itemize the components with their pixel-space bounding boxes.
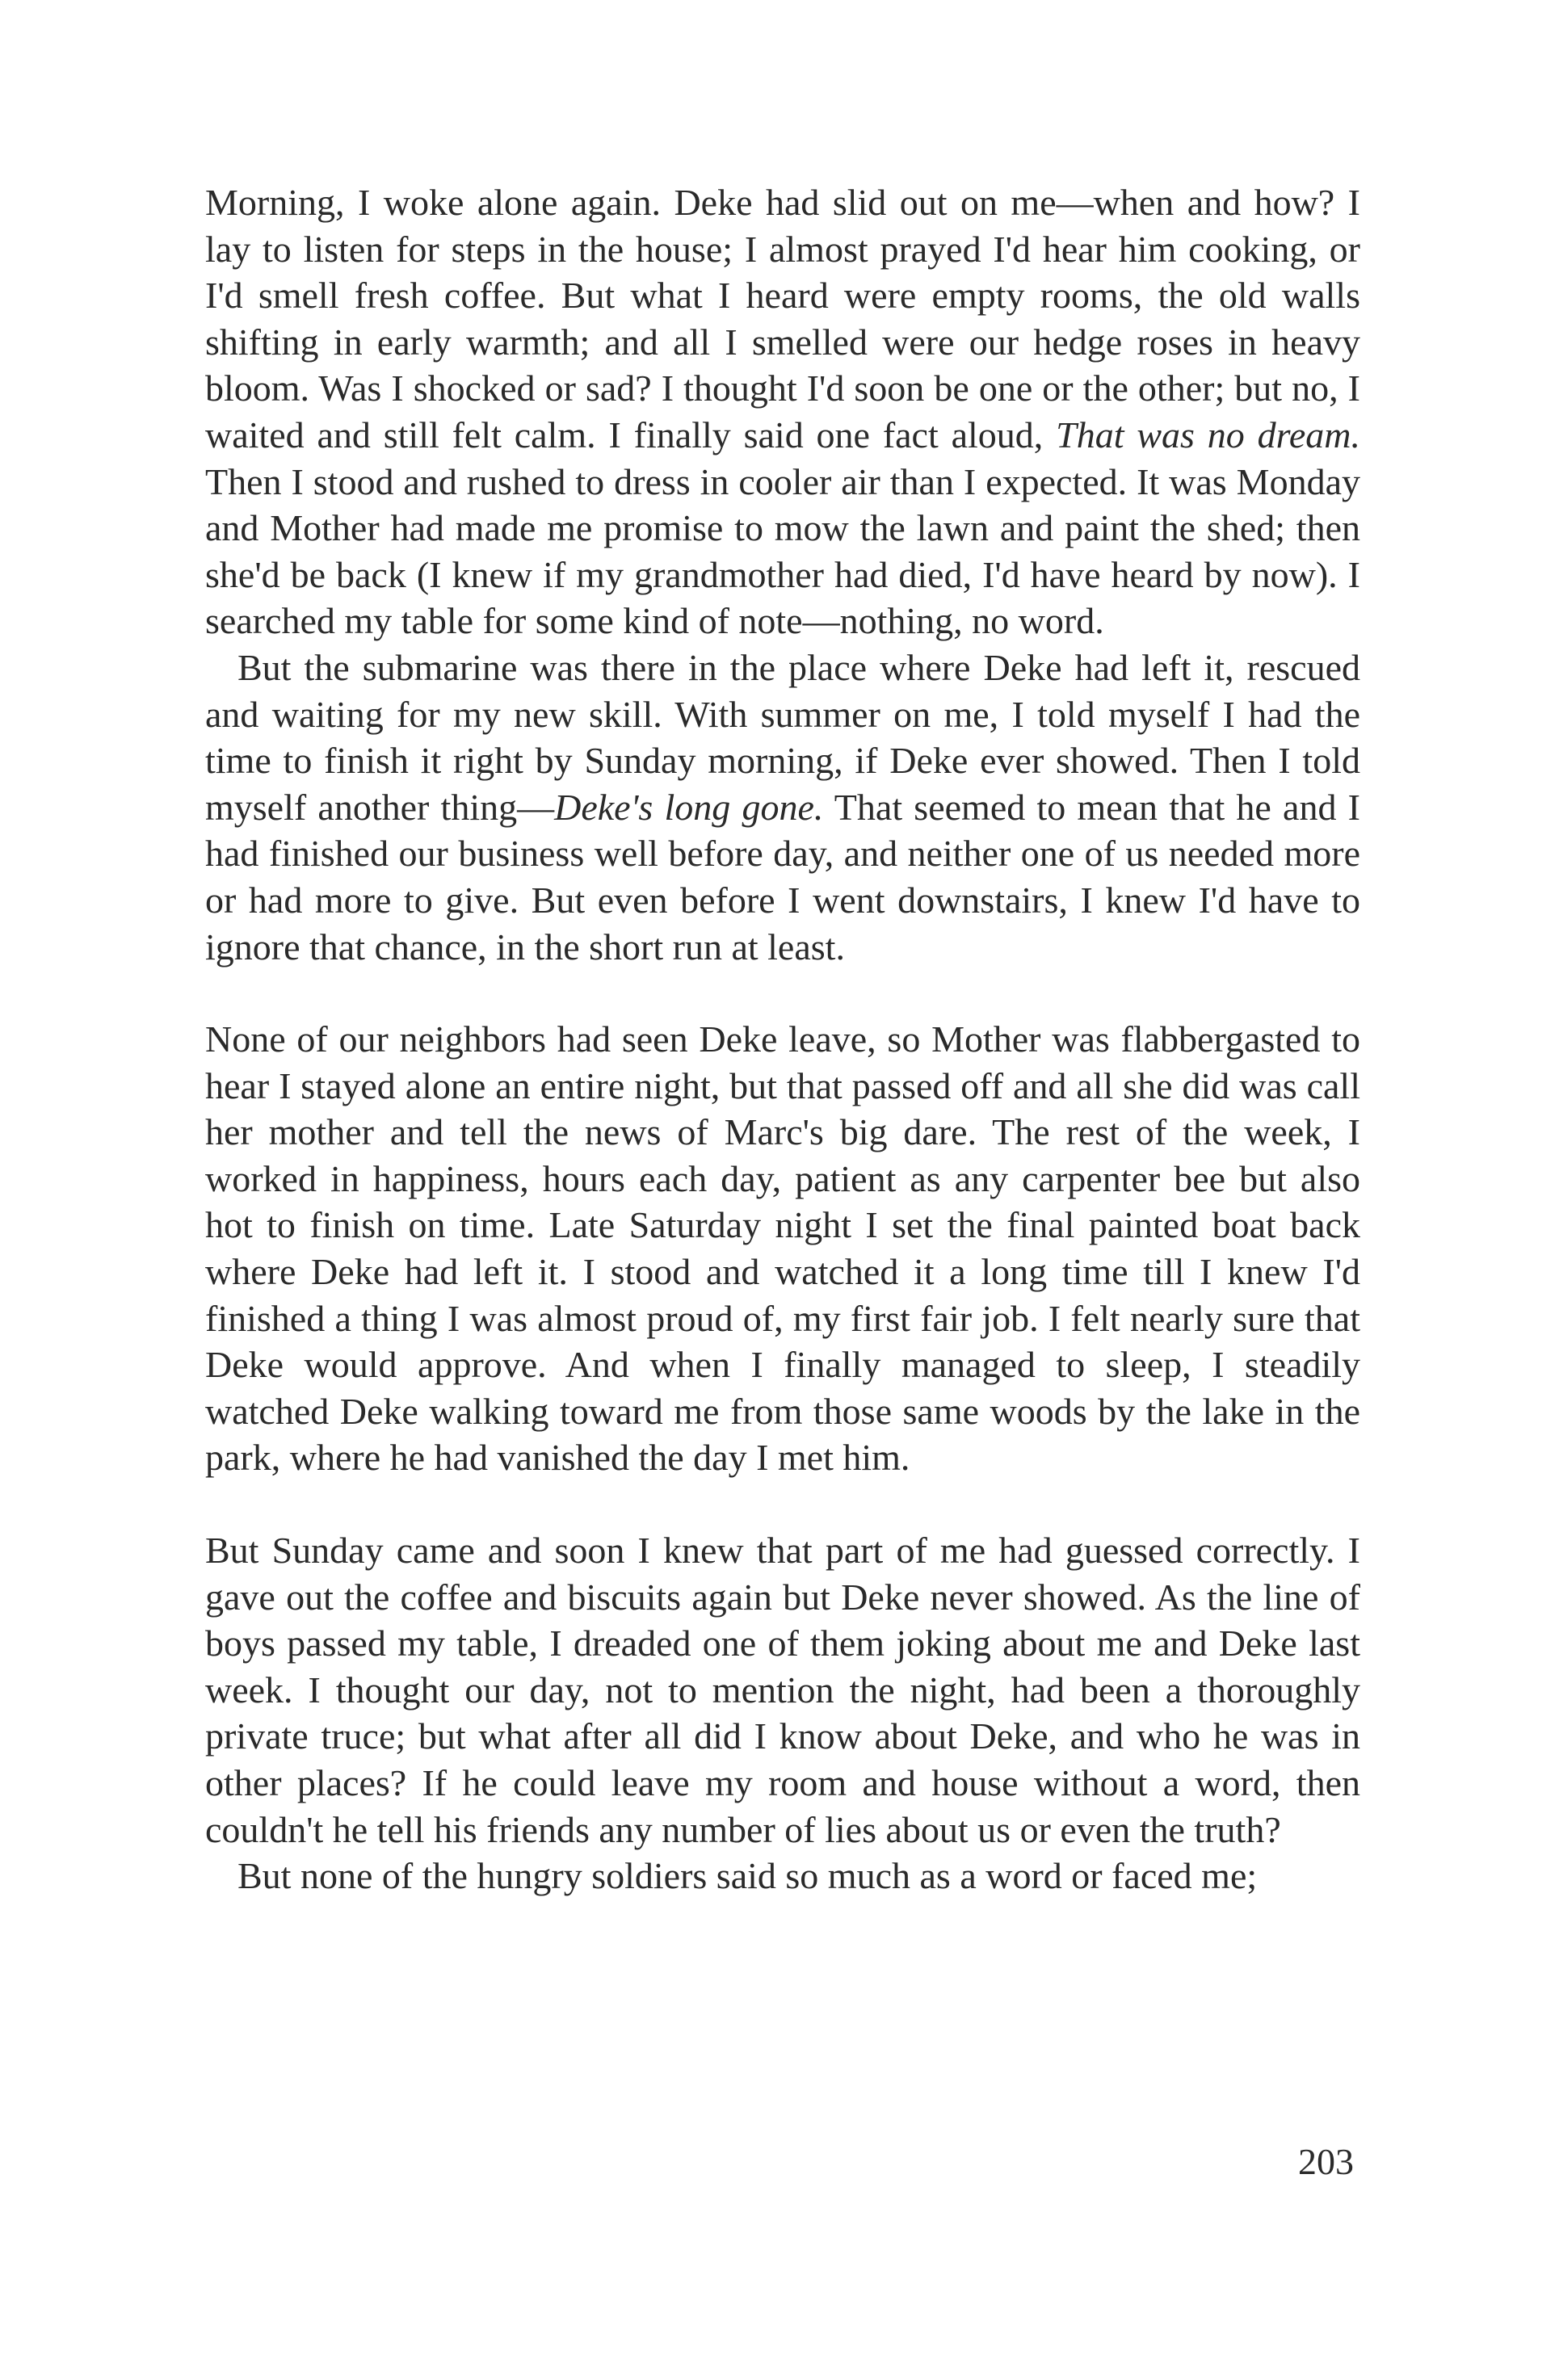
- italic-text: Deke's long gone.: [554, 786, 824, 828]
- body-text: [205, 179, 1360, 1899]
- paragraph-text: But the submarine was there in the place where Deke had left it, rescued and waiting for my new skill. With summer on me, I told myself I had the time to finish it right by Sunday morning, if Deke ever showed. Then I told myself another thing—: [205, 646, 1360, 828]
- paragraph: None of our neighbors had seen Deke leave, so Mother was flabbergasted to hear I stayed alone an entire night, but that passed off and all she did was call her mother and tell the news of Marc's big dare. The rest of the week, I worked in happiness, hours each day, patient as any carpenter bee but also hot to finish on time. Late Saturday night I set the final painted boat back where Deke had left it. I stood and watched it a long time till I knew I'd finished a thing I was almost proud of, my first fair job. I felt nearly sure that Deke would approve. And when I finally managed to sleep, I steadily watched Deke walking toward me from those same woods by the lake in the park, where he had vanished the day I met him.: [205, 1018, 1360, 1479]
- paragraph: But Sunday came and soon I knew that part of me had guessed correctly. I gave out the coffee and biscuits again but Deke never showed. As the line of boys passed my table, I dreaded one of them joking about me and Deke last week. I thought our day, not to mention the night, had been a thoroughly private truce; but what after all did I know about Deke, and who he was in other places? If he could leave my room and house without a word, then couldn't he tell his friends any number of lies about us or even the truth?: [205, 1530, 1360, 1850]
- section-break: [205, 1481, 1360, 1527]
- paragraph: [205, 644, 1360, 970]
- paragraph-text: That seemed to mean that he and I had finished our business well before day, and neither one of us needed more or had more to give. But even before I went downstairs, I knew I'd have to ignore that chance, in the short run at least.: [205, 786, 1360, 968]
- paragraph: [205, 179, 1360, 644]
- page-number: 203: [1298, 2141, 1354, 2182]
- paragraph: But none of the hungry soldiers said so much as a word or faced me;: [237, 1855, 1258, 1897]
- paragraph-text: Morning, I woke alone again. Deke had slid out on me—when and how? I lay to listen for steps in the house; I almost prayed I'd hear him cooking, or I'd smell fresh coffee. But what I heard were empty rooms, the old walls shifting in early warmth; and all I smelled were our hedge roses in heavy bloom. Was I shocked or sad? I thought I'd soon be one or the other; but no, I waited and still felt calm. I finally said one fact aloud,: [205, 182, 1360, 455]
- paragraph-text: Then I stood and rushed to dress in cooler air than I expected. It was Monday and Mother had made me promise to mow the lawn and paint the shed; then she'd be back (I knew if my grandmother had died, I'd have heard by now). I searched my table for some kind of note—nothing, no word.: [205, 460, 1360, 642]
- section-break: [205, 970, 1360, 1016]
- italic-text: That was no dream.: [1056, 413, 1360, 455]
